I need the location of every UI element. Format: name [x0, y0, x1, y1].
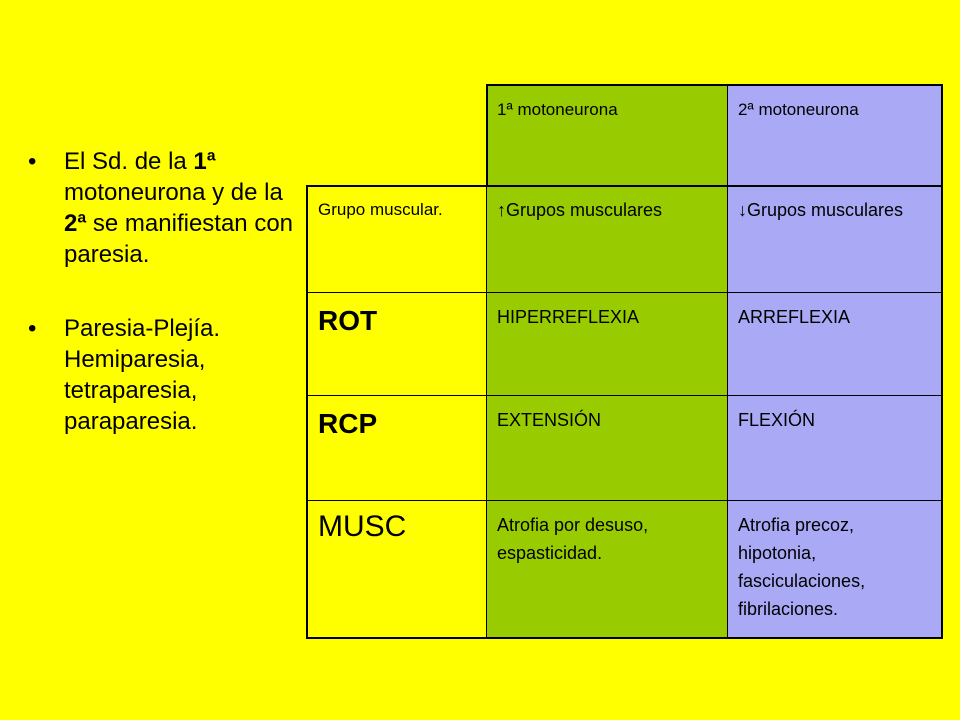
row-label-rot: ROT [307, 292, 487, 396]
cell-rot-second: ARREFLEXIA [727, 292, 942, 396]
bullet-1-text-a: El Sd. de la [64, 148, 194, 175]
cell-grupo-first: ↑Grupos musculares [486, 185, 728, 293]
row-label-grupo: Grupo muscular. [307, 185, 487, 293]
bullet-1-text-b: motoneurona y de la [64, 179, 283, 206]
column-header-second: 2ª motoneurona [727, 85, 942, 186]
bullet-1-second: 2ª [64, 210, 87, 237]
bullet-1-text-c: se manifiestan con paresia. [64, 210, 294, 268]
cell-rot-first: HIPERREFLEXIA [486, 292, 728, 396]
cell-rcp-second: FLEXIÓN [727, 395, 942, 501]
bullet-2-text: Paresia-Plejía. Hemiparesia, tetraparesia, paraparesia. [64, 315, 221, 435]
cell-musc-second: Atrofia precoz, hipotonia, fasciculaciones, fibrilaciones. [727, 500, 942, 638]
row-label-musc: MUSC [307, 500, 487, 638]
row-label-rcp: RCP [307, 395, 487, 501]
bullet-marker: • [28, 315, 37, 342]
column-header-first: 1ª motoneurona [486, 85, 728, 186]
cell-rcp-first: EXTENSIÓN [486, 395, 728, 501]
cell-musc-first: Atrofia por desuso, espasticidad. [486, 500, 728, 638]
bullet-marker: • [28, 148, 37, 175]
bullet-1-first: 1ª [193, 148, 216, 175]
cell-grupo-second: ↓Grupos musculares [727, 185, 942, 293]
